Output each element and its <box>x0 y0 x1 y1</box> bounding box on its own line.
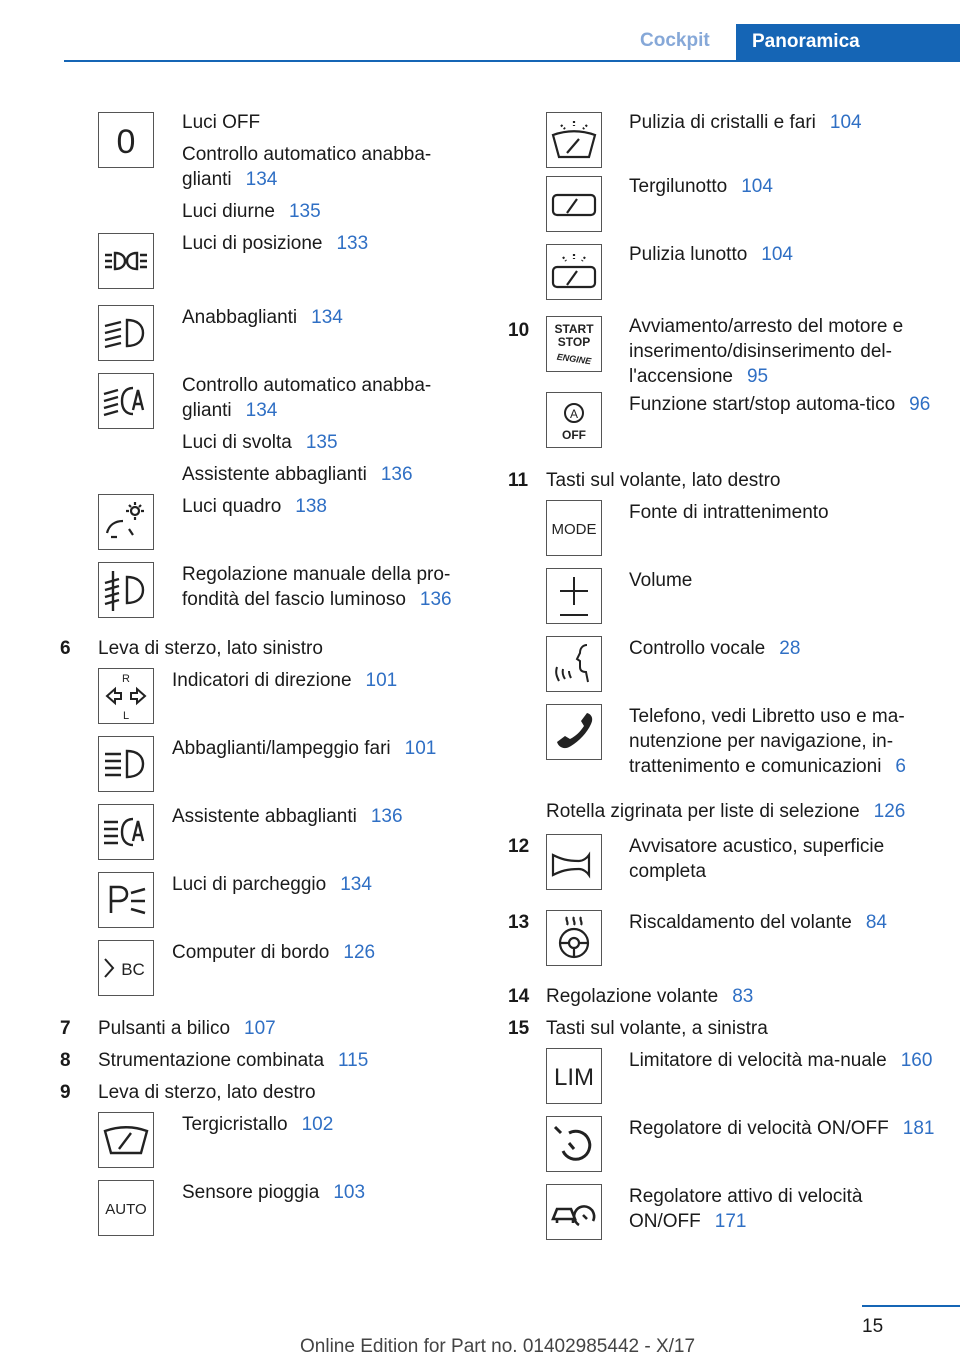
phone-icon[interactable] <box>546 704 602 760</box>
text-fonte: Fonte di intrattenimento <box>629 502 829 523</box>
section-15 <box>508 1016 948 1041</box>
text-avviamento: Avviamento/arresto del motore e inserimento/disinserimento del-l'accensione <box>629 316 904 387</box>
page-link[interactable]: 83 <box>732 986 754 1007</box>
text-luci-off: Luci OFF <box>182 112 261 133</box>
row-abbaglianti <box>60 736 480 804</box>
text-indicatori: Indicatori di direzione <box>172 670 352 691</box>
section-title: Tasti sul volante, a sinistra <box>546 1018 768 1039</box>
page-link[interactable]: 103 <box>333 1182 366 1203</box>
row-luci-off <box>60 106 480 224</box>
svg-text:START: START <box>554 322 594 336</box>
row-regolatore <box>508 1116 948 1184</box>
text-limitatore: Limitatore di velocità ma-nuale <box>629 1050 887 1071</box>
page-link[interactable]: 133 <box>336 233 369 254</box>
footer-rule <box>862 1305 960 1307</box>
page-link[interactable]: 101 <box>365 670 398 691</box>
auto-start-stop-icon <box>546 392 602 448</box>
section-9 <box>60 1080 480 1105</box>
rear-wiper-icon <box>546 176 602 232</box>
section-title: Leva di sterzo, lato sinistro <box>98 638 323 659</box>
page-link[interactable]: 134 <box>340 874 372 895</box>
light-off-icon <box>98 112 154 168</box>
page-link[interactable]: 104 <box>829 112 862 133</box>
text-luci-posizione: Luci di posizione <box>182 233 323 254</box>
text-luci-svolta: Luci di svolta <box>182 432 292 453</box>
text-controllo-vocale: Controllo vocale <box>629 638 766 659</box>
section-number: 11 <box>508 470 529 491</box>
windshield-wiper-icon <box>98 1112 154 1168</box>
text-assistente: Assistente abbaglianti <box>172 806 357 827</box>
low-beam-icon <box>98 305 154 361</box>
svg-text:BC: BC <box>121 960 145 979</box>
turn-signal-icon <box>98 668 154 724</box>
parking-lights-icon <box>98 233 154 289</box>
text-avvisatore: Avvisatore acustico, superficie completa <box>629 836 885 882</box>
left-column <box>60 106 480 1248</box>
row-luci-posizione <box>60 231 480 299</box>
section-number: 14 <box>508 986 530 1007</box>
cruise-control-icon[interactable] <box>546 1116 602 1172</box>
rain-sensor-icon <box>98 1180 154 1236</box>
row-luci-quadro <box>60 494 480 562</box>
row-tergilunotto <box>508 174 948 242</box>
section-title: Strumentazione combinata <box>98 1050 325 1071</box>
page-link[interactable]: 95 <box>746 366 769 387</box>
page-link[interactable]: 134 <box>311 307 343 328</box>
headlight-range-icon <box>98 562 154 618</box>
text-regolatore: Regolatore di velocità ON/OFF <box>629 1118 889 1139</box>
row-telefono <box>508 704 948 779</box>
section-title: Pulsanti a bilico <box>98 1018 231 1039</box>
section-number: 9 <box>60 1082 71 1103</box>
row-sensore-pioggia <box>60 1180 480 1248</box>
on-board-computer-icon <box>98 940 154 996</box>
text-riscaldamento: Riscaldamento del volante <box>629 912 852 933</box>
header <box>0 0 960 62</box>
washer-icon <box>546 112 602 168</box>
row-pulizia-cristalli <box>508 106 948 174</box>
page-link[interactable]: 126 <box>873 801 906 822</box>
high-beam-assist-icon <box>98 804 154 860</box>
page-link[interactable]: 28 <box>779 638 801 659</box>
text-regolazione: Regolazione manuale della pro-fondità del fascio luminoso <box>182 564 451 610</box>
row-avviamento <box>508 310 948 392</box>
page-link[interactable]: 126 <box>343 942 376 963</box>
row-rotella <box>508 779 948 830</box>
text-luci-diurne: Luci diurne <box>182 201 275 222</box>
row-assistente <box>60 804 480 872</box>
rear-washer-icon <box>546 244 602 300</box>
mode-button-icon[interactable] <box>546 500 602 556</box>
section-title: Regolazione volante <box>546 986 719 1007</box>
page-link[interactable]: 134 <box>245 169 278 190</box>
text-pulizia-cristalli: Pulizia di cristalli e fari <box>629 112 816 133</box>
row-indicatori <box>60 668 480 736</box>
tab-cockpit[interactable]: Cockpit <box>640 30 710 51</box>
section-6 <box>60 636 480 661</box>
voice-control-icon[interactable] <box>546 636 602 692</box>
svg-text:A: A <box>569 407 579 421</box>
section-number: 6 <box>60 638 71 659</box>
text-pulizia-lunotto: Pulizia lunotto <box>629 244 748 265</box>
row-anabbaglianti <box>60 299 480 367</box>
section-number: 15 <box>508 1018 530 1039</box>
page-link[interactable]: 135 <box>305 432 338 453</box>
section-number: 13 <box>508 912 530 933</box>
text-regolatore-attivo: Regolatore attivo di velocità ON/OFF <box>629 1186 863 1232</box>
text-sensore-pioggia: Sensore pioggia <box>182 1182 320 1203</box>
page-link[interactable]: 171 <box>714 1211 747 1232</box>
svg-text:OFF: OFF <box>562 428 586 442</box>
page-link[interactable]: 6 <box>895 756 906 777</box>
page-link[interactable]: 136 <box>370 806 403 827</box>
page-link[interactable]: 136 <box>419 589 452 610</box>
page-link[interactable]: 104 <box>761 244 793 265</box>
right-column <box>508 106 948 1252</box>
page-link[interactable]: 135 <box>288 201 321 222</box>
text-tergicristallo: Tergicristallo <box>182 1114 288 1135</box>
row-regolatore-attivo <box>508 1184 948 1252</box>
svg-text:0: 0 <box>116 123 136 161</box>
row-limitatore <box>508 1048 948 1116</box>
text-controllo-auto: Controllo automatico anabba-glianti <box>182 144 432 190</box>
svg-text:AUTO: AUTO <box>105 1201 147 1218</box>
text-luci-quadro: Luci quadro <box>182 496 282 517</box>
section-title: Leva di sterzo, lato destro <box>98 1082 316 1103</box>
text-telefono: Telefono, vedi Libretto uso e ma-nutenzione per navigazione, in-trattenimento e comunicazioni <box>629 706 905 777</box>
text-tergilunotto: Tergilunotto <box>629 176 728 197</box>
row-tergicristallo <box>60 1112 480 1180</box>
row-controllo-auto <box>60 367 480 487</box>
section-7 <box>60 1016 480 1041</box>
page-link[interactable]: 102 <box>301 1114 334 1135</box>
row-regolazione <box>60 562 480 634</box>
section-number: 8 <box>60 1050 71 1071</box>
row-fonte <box>508 500 948 568</box>
page-link[interactable]: 101 <box>404 738 437 759</box>
row-parcheggio <box>60 872 480 940</box>
text-start-stop-auto: Funzione start/stop automa-tico <box>629 394 896 415</box>
parking-light-icon <box>98 872 154 928</box>
page-link[interactable]: 134 <box>245 400 278 421</box>
horn-icon <box>546 834 602 890</box>
section-8 <box>60 1048 480 1073</box>
volume-icon[interactable] <box>546 568 602 624</box>
page-number: 15 <box>862 1316 884 1337</box>
tab-panoramica[interactable]: Panoramica <box>736 24 960 60</box>
row-computer <box>60 940 480 1014</box>
text-anabbaglianti: Anabbaglianti <box>182 307 298 328</box>
instrument-lighting-icon <box>98 494 154 550</box>
start-stop-button-icon <box>546 316 602 372</box>
header-rule <box>64 60 960 62</box>
page-link[interactable]: 84 <box>865 912 887 933</box>
auto-low-beam-icon <box>98 373 154 429</box>
page-link[interactable]: 136 <box>380 464 413 485</box>
page-link[interactable]: 96 <box>909 394 931 415</box>
page-link[interactable]: 138 <box>295 496 327 517</box>
text-abbaglianti: Abbaglianti/lampeggio fari <box>172 738 391 759</box>
svg-text:L: L <box>122 710 130 722</box>
page-link[interactable]: 104 <box>741 176 773 197</box>
speed-limiter-icon[interactable] <box>546 1048 602 1104</box>
active-cruise-control-icon[interactable] <box>546 1184 602 1240</box>
svg-text:LIM: LIM <box>553 1064 595 1091</box>
svg-text:MODE: MODE <box>551 521 597 538</box>
svg-text:ENGINE: ENGINE <box>556 351 592 367</box>
section-title: Tasti sul volante, lato destro <box>546 470 781 491</box>
svg-text:R: R <box>122 673 130 685</box>
high-beam-icon <box>98 736 154 792</box>
section-number: 12 <box>508 836 530 857</box>
section-14 <box>508 984 948 1009</box>
row-avvisatore <box>508 830 948 906</box>
page-link[interactable]: 115 <box>338 1050 369 1071</box>
text-controllo-auto-2: Controllo automatico anabba-glianti <box>182 375 432 421</box>
steering-heater-icon <box>546 910 602 966</box>
edition-note: Online Edition for Part no. 01402985442 - X/17 <box>300 1336 696 1357</box>
row-controllo-vocale <box>508 636 948 704</box>
page-link[interactable]: 181 <box>902 1118 935 1139</box>
page-link[interactable]: 107 <box>244 1018 276 1039</box>
section-number: 7 <box>60 1018 71 1039</box>
svg-text:STOP: STOP <box>557 335 591 349</box>
row-pulizia-lunotto <box>508 242 948 310</box>
text-rotella: Rotella zigrinata per liste di selezione <box>546 801 860 822</box>
row-riscaldamento <box>508 906 948 982</box>
text-assistente-abbaglianti: Assistente abbaglianti <box>182 464 367 485</box>
section-number: 10 <box>508 320 530 341</box>
text-parcheggio: Luci di parcheggio <box>172 874 327 895</box>
text-volume: Volume <box>629 570 693 591</box>
row-volume <box>508 568 948 636</box>
text-computer: Computer di bordo <box>172 942 330 963</box>
page-link[interactable]: 160 <box>900 1050 933 1071</box>
section-11 <box>508 468 948 493</box>
row-start-stop-auto <box>508 392 948 466</box>
